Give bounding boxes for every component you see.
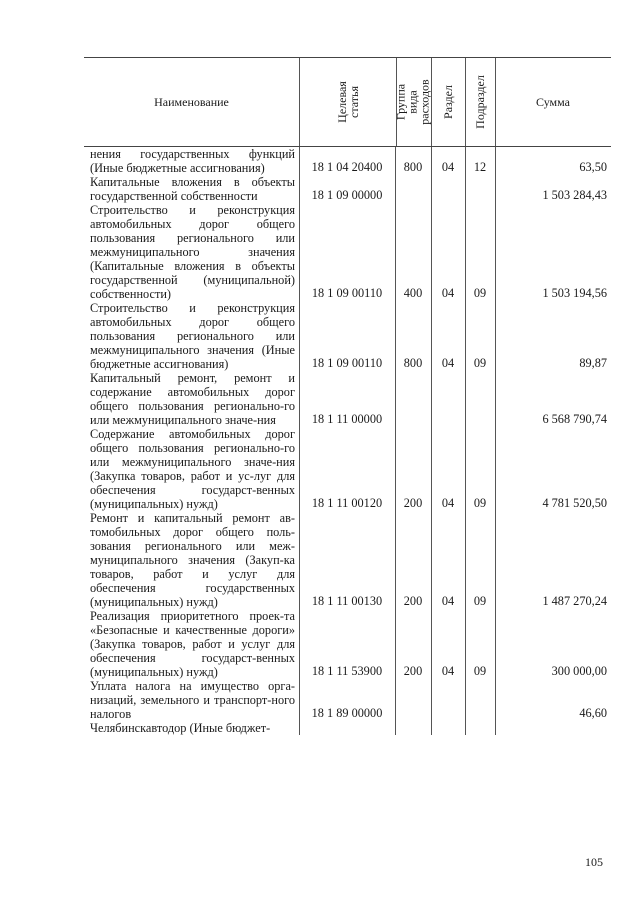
target-code: 18 1 11 53900 xyxy=(311,664,383,678)
sum-value: 63,50 xyxy=(579,160,607,174)
row-name: Уплата налога на имущество орга-низаций, земельного и транспорт-ного налогов xyxy=(90,679,295,721)
section-code: 04 xyxy=(441,160,455,174)
target-code: 18 1 11 00000 xyxy=(311,412,383,426)
sum-value: 1 487 270,24 xyxy=(542,594,607,608)
header-section xyxy=(431,58,466,146)
table-row xyxy=(84,147,611,175)
row-values xyxy=(299,286,611,301)
row-values xyxy=(299,412,611,427)
target-code: 18 1 09 00110 xyxy=(311,356,383,370)
row-values xyxy=(299,160,611,175)
subsection-code: 09 xyxy=(473,664,487,678)
row-values xyxy=(299,356,611,371)
header-sum xyxy=(495,58,611,146)
header-sum-label: Сумма xyxy=(536,94,570,109)
header-name-label: Наименование xyxy=(154,94,229,109)
table-header xyxy=(84,57,611,147)
sum-value: 300 000,00 xyxy=(551,664,607,678)
table-row xyxy=(84,679,611,721)
row-values xyxy=(299,188,611,203)
row-name: Реализация приоритетного проек-та «Безопасные и качественные дороги» (Закупка товаров, работ и услуг для обеспечения государст-венных (муниципальных) нужд) xyxy=(90,609,295,679)
sum-value: 1 503 194,56 xyxy=(542,286,607,300)
expense-group: 800 xyxy=(403,160,423,174)
subsection-code: 12 xyxy=(473,160,487,174)
header-name xyxy=(84,58,300,146)
row-name: Ремонт и капитальный ремонт ав-томобильных дорог общего поль-зования регионального или меж-муниципального значения (Закуп-ка товаров, работ и услуг для обеспечения государственных (муниципальных) нужд) xyxy=(90,511,295,609)
row-name: нения государственных функций (Иные бюджетные ассигнования) xyxy=(90,147,295,175)
header-target xyxy=(299,58,397,146)
header-target-label: Целевая статья xyxy=(334,81,361,123)
section-code: 04 xyxy=(441,286,455,300)
section-code: 04 xyxy=(441,664,455,678)
expense-group: 200 xyxy=(403,496,423,510)
expense-group: 800 xyxy=(403,356,423,370)
table-row xyxy=(84,371,611,427)
section-code: 04 xyxy=(441,356,455,370)
row-name: Челябинскавтодор (Иные бюджет- xyxy=(90,721,271,735)
table-row xyxy=(84,609,611,679)
target-code: 18 1 09 00110 xyxy=(311,286,383,300)
subsection-code: 09 xyxy=(473,496,487,510)
budget-table xyxy=(84,57,611,735)
sum-value: 89,87 xyxy=(579,356,607,370)
sum-value: 46,60 xyxy=(579,706,607,720)
sum-value: 6 568 790,74 xyxy=(542,412,607,426)
row-values xyxy=(299,706,611,721)
header-group-label: Группа вида расходов xyxy=(394,79,432,125)
subsection-code: 09 xyxy=(473,286,487,300)
row-values xyxy=(299,594,611,609)
table-row xyxy=(84,203,611,301)
sum-value: 4 781 520,50 xyxy=(542,496,607,510)
row-name: Строительство и реконструкция автомобильных дорог общего пользования регионального или межмуниципального значения (Капитальные вложения в объекты государственной (муниципальной) собственности) xyxy=(90,203,295,301)
row-values xyxy=(299,496,611,511)
row-name: Содержание автомобильных дорог общего пользования регионально-го или межмуниципального значе-ния (Закупка товаров, работ и ус-луг для обеспечения государст-венных (муниципальных) нужд) xyxy=(90,427,295,511)
expense-group: 400 xyxy=(403,286,423,300)
target-code: 18 1 11 00120 xyxy=(311,496,383,510)
subsection-code: 09 xyxy=(473,594,487,608)
table-row xyxy=(84,301,611,371)
table-row xyxy=(84,175,611,203)
page-number: 105 xyxy=(585,855,603,869)
table-row xyxy=(84,511,611,609)
row-name: Капитальные вложения в объекты государственной собственности xyxy=(90,175,295,203)
subsection-code: 09 xyxy=(473,356,487,370)
sum-value: 1 503 284,43 xyxy=(542,188,607,202)
target-code: 18 1 09 00000 xyxy=(311,188,383,202)
header-subsection-label: Подраздел xyxy=(473,75,488,129)
header-section-label: Раздел xyxy=(440,85,455,119)
target-code: 18 1 11 00130 xyxy=(311,594,383,608)
row-values xyxy=(299,720,611,735)
target-code: 18 1 04 20400 xyxy=(311,160,383,174)
table-row xyxy=(84,427,611,511)
table-row xyxy=(84,721,611,735)
header-group xyxy=(395,58,432,146)
expense-group: 200 xyxy=(403,594,423,608)
section-code: 04 xyxy=(441,496,455,510)
row-values xyxy=(299,664,611,679)
expense-group: 200 xyxy=(403,664,423,678)
row-name: Строительство и реконструкция автомобильных дорог общего пользования регионального или межмуниципального значения (Иные бюджетные ассигнования) xyxy=(90,301,295,371)
table-body xyxy=(84,147,611,735)
target-code: 18 1 89 00000 xyxy=(311,706,383,720)
header-subsection xyxy=(465,58,496,146)
section-code: 04 xyxy=(441,594,455,608)
row-name: Капитальный ремонт, ремонт и содержание автомобильных дорог общего пользования регионально-го или межмуниципального значе-ния xyxy=(90,371,295,427)
